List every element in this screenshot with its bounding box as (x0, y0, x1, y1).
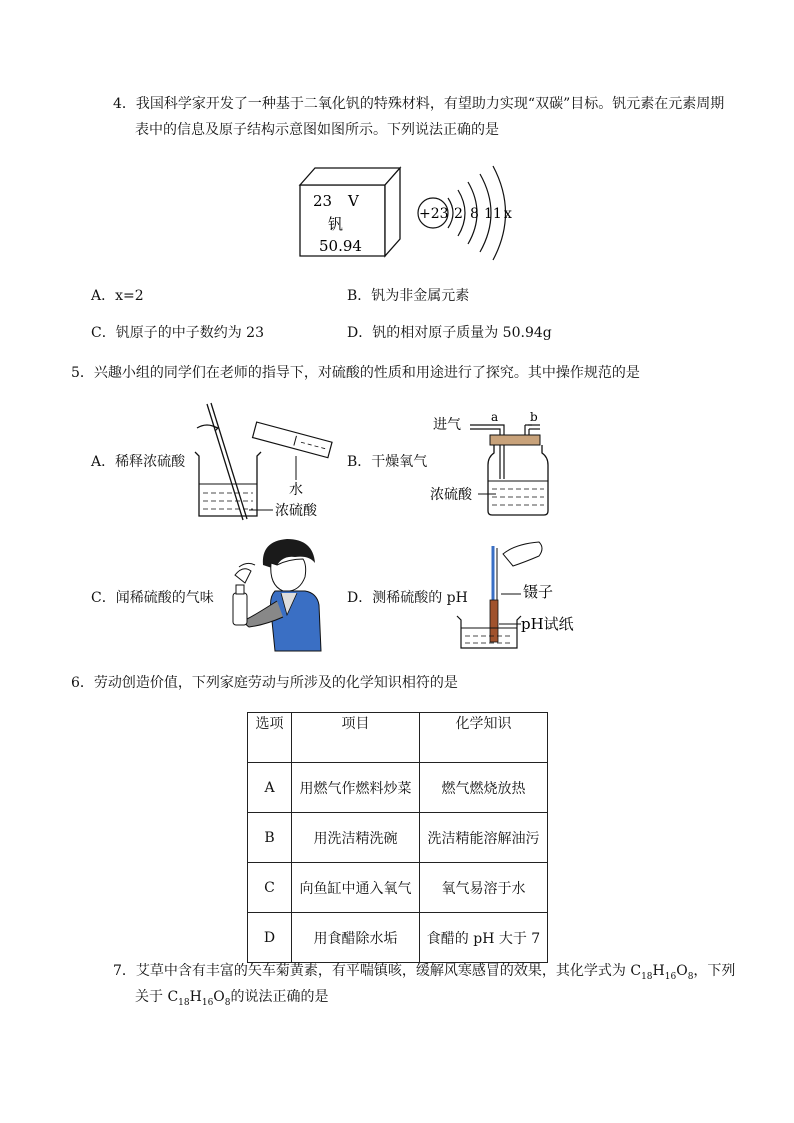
figB-acid-label: 浓硫酸 (430, 487, 472, 503)
table-header-row (248, 713, 548, 763)
atom-structure-diagram (418, 166, 512, 260)
shell-1-count: 2 (454, 206, 463, 222)
shell-3-count: 11 (484, 206, 502, 222)
shell-2-count: 8 (470, 206, 479, 222)
q5-fig-test-ph (455, 540, 585, 650)
shell-4-count: x (504, 206, 512, 222)
q4-stem-line2: 表中的信息及原子结构示意图如图所示。下列说法正确的是 (135, 122, 499, 138)
table-cell: C (248, 863, 292, 913)
element-symbol: V (348, 192, 359, 210)
table-header-cell: 项目 (292, 713, 420, 763)
table-cell: 食醋的 pH 大于 7 (420, 913, 548, 963)
figB-b-label: b (530, 410, 538, 424)
figB-gas-in-label: 进气 (433, 417, 461, 433)
q5-fig-dilute-acid (185, 400, 345, 525)
figD-tweezers-label: 镊子 (523, 583, 554, 601)
table-cell: 洗洁精能溶解油污 (420, 813, 548, 863)
figA-acid-label: 浓硫酸 (275, 503, 317, 519)
q4-option-c: C．钒原子的中子数约为 23 (91, 325, 264, 341)
table-row (248, 863, 548, 913)
table-cell: 燃气燃烧放热 (420, 763, 548, 813)
q4-stem-line1: 4．我国科学家开发了一种基于二氧化钒的特殊材料，有望助力实现“双碳”目标。钒元素在元素周期 (113, 96, 725, 112)
q5-fig-dry-oxygen (430, 405, 560, 520)
q6-stem: 6．劳动创造价值，下列家庭劳动与所涉及的化学知识相符的是 (71, 675, 458, 691)
q6-table (247, 712, 548, 963)
table-cell: 向鱼缸中通入氧气 (292, 863, 420, 913)
figB-a-label: a (491, 410, 499, 424)
table-header-cell: 选项 (248, 713, 292, 763)
table-row (248, 813, 548, 863)
q4-figure (290, 160, 530, 265)
element-number: 23 (313, 192, 333, 210)
q5-option-d: D．测稀硫酸的 pH (347, 590, 468, 606)
q7-stem-line2: 关于 $C_{18}H_{16}O_8$的说法正确的是 (135, 989, 329, 1008)
table-cell: A (248, 763, 292, 813)
table-row (248, 913, 548, 963)
figA-water-label: 水 (289, 482, 303, 498)
q5-option-b: B．干燥氧气 (347, 454, 428, 470)
element-mass: 50.94 (319, 237, 362, 255)
element-info-box (300, 168, 400, 256)
table-header-cell: 化学知识 (420, 713, 548, 763)
q7-stem-line1: 7．艾草中含有丰富的矢车菊黄素，有平喘镇咳，缓解风寒感冒的效果，其化学式为 $C_{18}H_{16}O_8$，下列 (113, 963, 736, 982)
table-cell: 氧气易溶于水 (420, 863, 548, 913)
table-cell: 用燃气作燃料炒菜 (292, 763, 420, 813)
q4-option-a: A．x=2 (91, 288, 144, 304)
table-row (248, 763, 548, 813)
table-cell: 用洗洁精洗碗 (292, 813, 420, 863)
q5-option-c: C．闻稀硫酸的气味 (91, 590, 214, 606)
table-cell: D (248, 913, 292, 963)
q5-option-a: A．稀释浓硫酸 (91, 454, 186, 470)
figD-paper-label: pH试纸 (521, 615, 574, 633)
table-cell: B (248, 813, 292, 863)
q4-option-d: D．钒的相对原子质量为 50.94g (347, 325, 552, 341)
q4-option-b: B．钒为非金属元素 (347, 288, 470, 304)
q5-fig-smell-acid (225, 535, 325, 655)
table-cell: 用食醋除水垢 (292, 913, 420, 963)
q5-stem: 5．兴趣小组的同学们在老师的指导下，对硫酸的性质和用途进行了探究。其中操作规范的是 (71, 365, 640, 381)
nucleus-charge: +23 (419, 206, 449, 222)
element-name: 钒 (328, 215, 344, 233)
